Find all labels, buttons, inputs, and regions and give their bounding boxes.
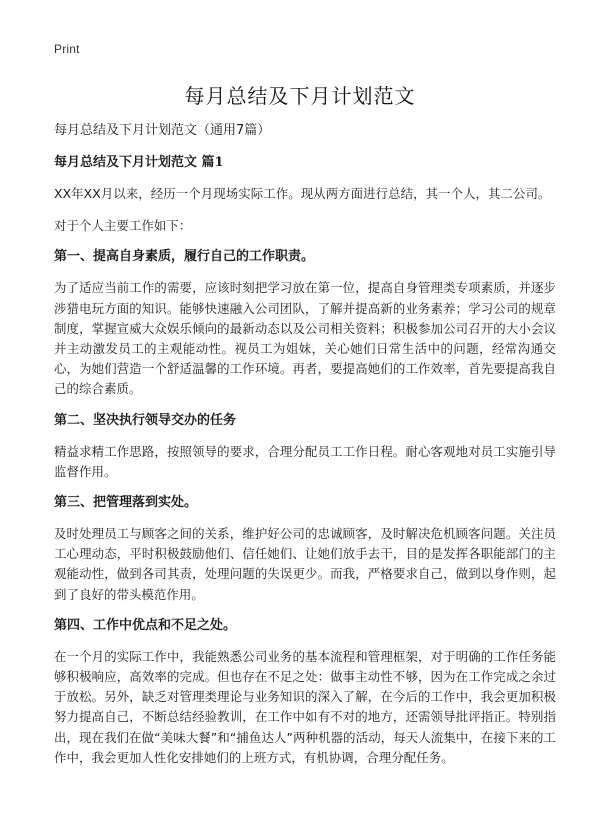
personal-work-paragraph: 对于个人主要工作如下： <box>54 218 192 234</box>
page-title: 每月总结及下月计划范文 <box>184 84 416 108</box>
document-subtitle: 每月总结及下月计划范文（通用7篇） <box>54 123 271 138</box>
article-heading: 每月总结及下月计划范文 篇1 <box>54 155 224 170</box>
section-body-4: 在一个月的实际工作中，我能熟悉公司业务的基本流程和管理框架，对于明确的工作任务能够积极响应，高效率的完成。但也存在不足之处：做事主动性不够，因为在工作完成之余过于放松。另外，缺乏对管理类理论与业务知识的深入了解，在今后的工作中，我会更加积极努力提高自己，不断总结经验教训，在工作中如有不对的地方，还需领导批评指正。特别指出，现在我们在做“美味大餐”和“捕鱼达人”两种机器的活动，每天人流集中，在接下来的工作中，我会更加人性化安排她们的上班方式，有机协调，合理分配任务。 <box>54 648 556 765</box>
document-content <box>54 122 556 780</box>
section-heading-1: 第一、提高自身素质，履行自己的工作职责。 <box>54 249 315 265</box>
section-heading-2: 第二、坚决执行领导交办的任务 <box>54 412 237 428</box>
intro-paragraph: XX年XX月以来，经历一个月现场实际工作。现从两方面进行总结，其一个人，其二公司。 <box>54 186 551 201</box>
section-body-2: 精益求精工作思路，按照领导的要求，合理分配员工工作日程。耐心客观地对员工实施引导监督作用。 <box>54 443 556 479</box>
section-heading-4: 第四、工作中优点和不足之处。 <box>54 617 237 633</box>
section-body-1: 为了适应当前工作的需要，应该时刻把学习放在第一位，提高自身管理类专项素质，并逐步涉猎电玩方面的知识。能够快速融入公司团队，了解并提高新的业务素养；学习公司的规章制度，掌握宣威大众娱乐倾向的最新动态以及公司相关资料；积极参加公司召开的大小会议并主动激发员工的主观能动性。视员工为姐妹，关心她们日常生活中的问题，经常沟通交心，为她们营造一个舒适温馨的工作环境。再者，要提高她们的工作效率，首先要提高我自己的综合素质。 <box>54 280 556 397</box>
print-link[interactable]: Print <box>54 42 80 56</box>
section-body-3: 及时处理员工与顾客之间的关系，维护好公司的忠诚顾客，及时解决危机顾客问题。关注员工心理动态，平时积极鼓励他们、信任她们、让她们放手去干，目的是发挥各职能部门的主观能动性，做到各司其责，处理问题的失误更少。而我，严格要求自己，做到以身作则，起到了良好的带头模范作用。 <box>54 526 556 602</box>
section-heading-3: 第三、把管理落到实处。 <box>54 495 198 511</box>
